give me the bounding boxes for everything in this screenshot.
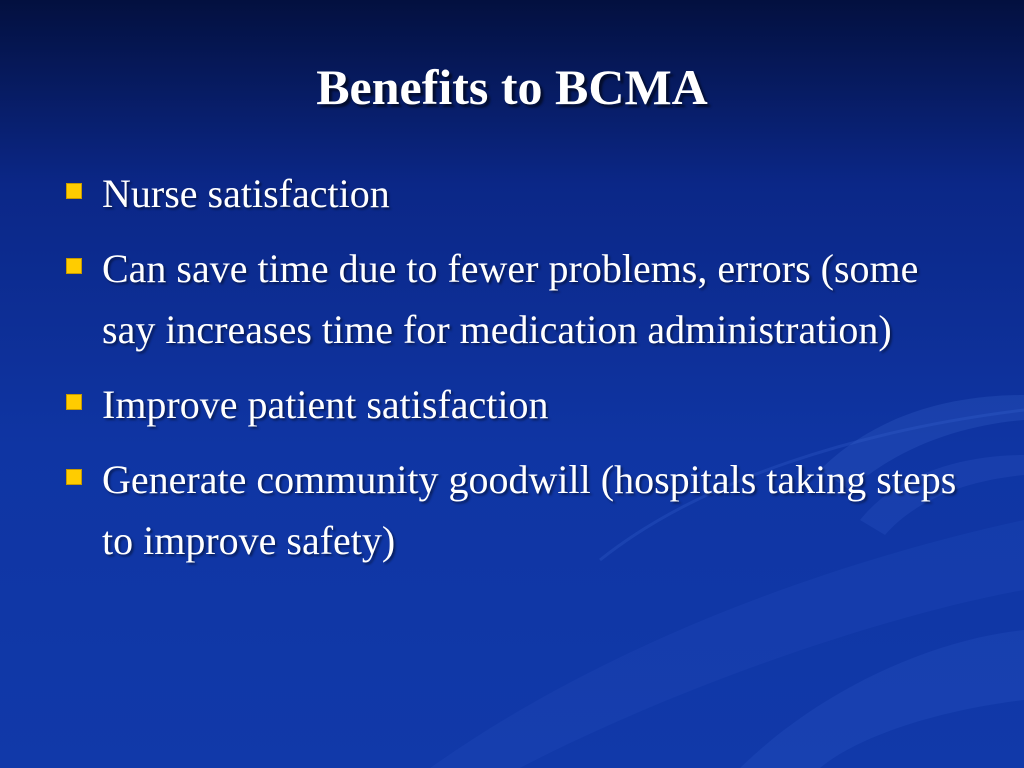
square-bullet-icon: [66, 469, 82, 485]
bullet-item: [66, 238, 966, 360]
slide-title: Benefits to BCMA: [316, 59, 708, 115]
square-bullet-icon: [66, 183, 82, 199]
bullet-text: Improve patient satisfaction: [102, 382, 549, 427]
bullet-text: Generate community goodwill (hospitals taking steps to improve safety): [102, 457, 957, 563]
bullet-item: [66, 449, 966, 571]
bullet-item: [66, 163, 966, 224]
square-bullet-icon: [66, 394, 82, 410]
bullet-list: [66, 163, 966, 585]
bullet-text: Can save time due to fewer problems, errors (some say increases time for medication administration): [102, 246, 919, 352]
bullet-text: Nurse satisfaction: [102, 171, 390, 216]
square-bullet-icon: [66, 258, 82, 274]
bullet-item: [66, 374, 966, 435]
